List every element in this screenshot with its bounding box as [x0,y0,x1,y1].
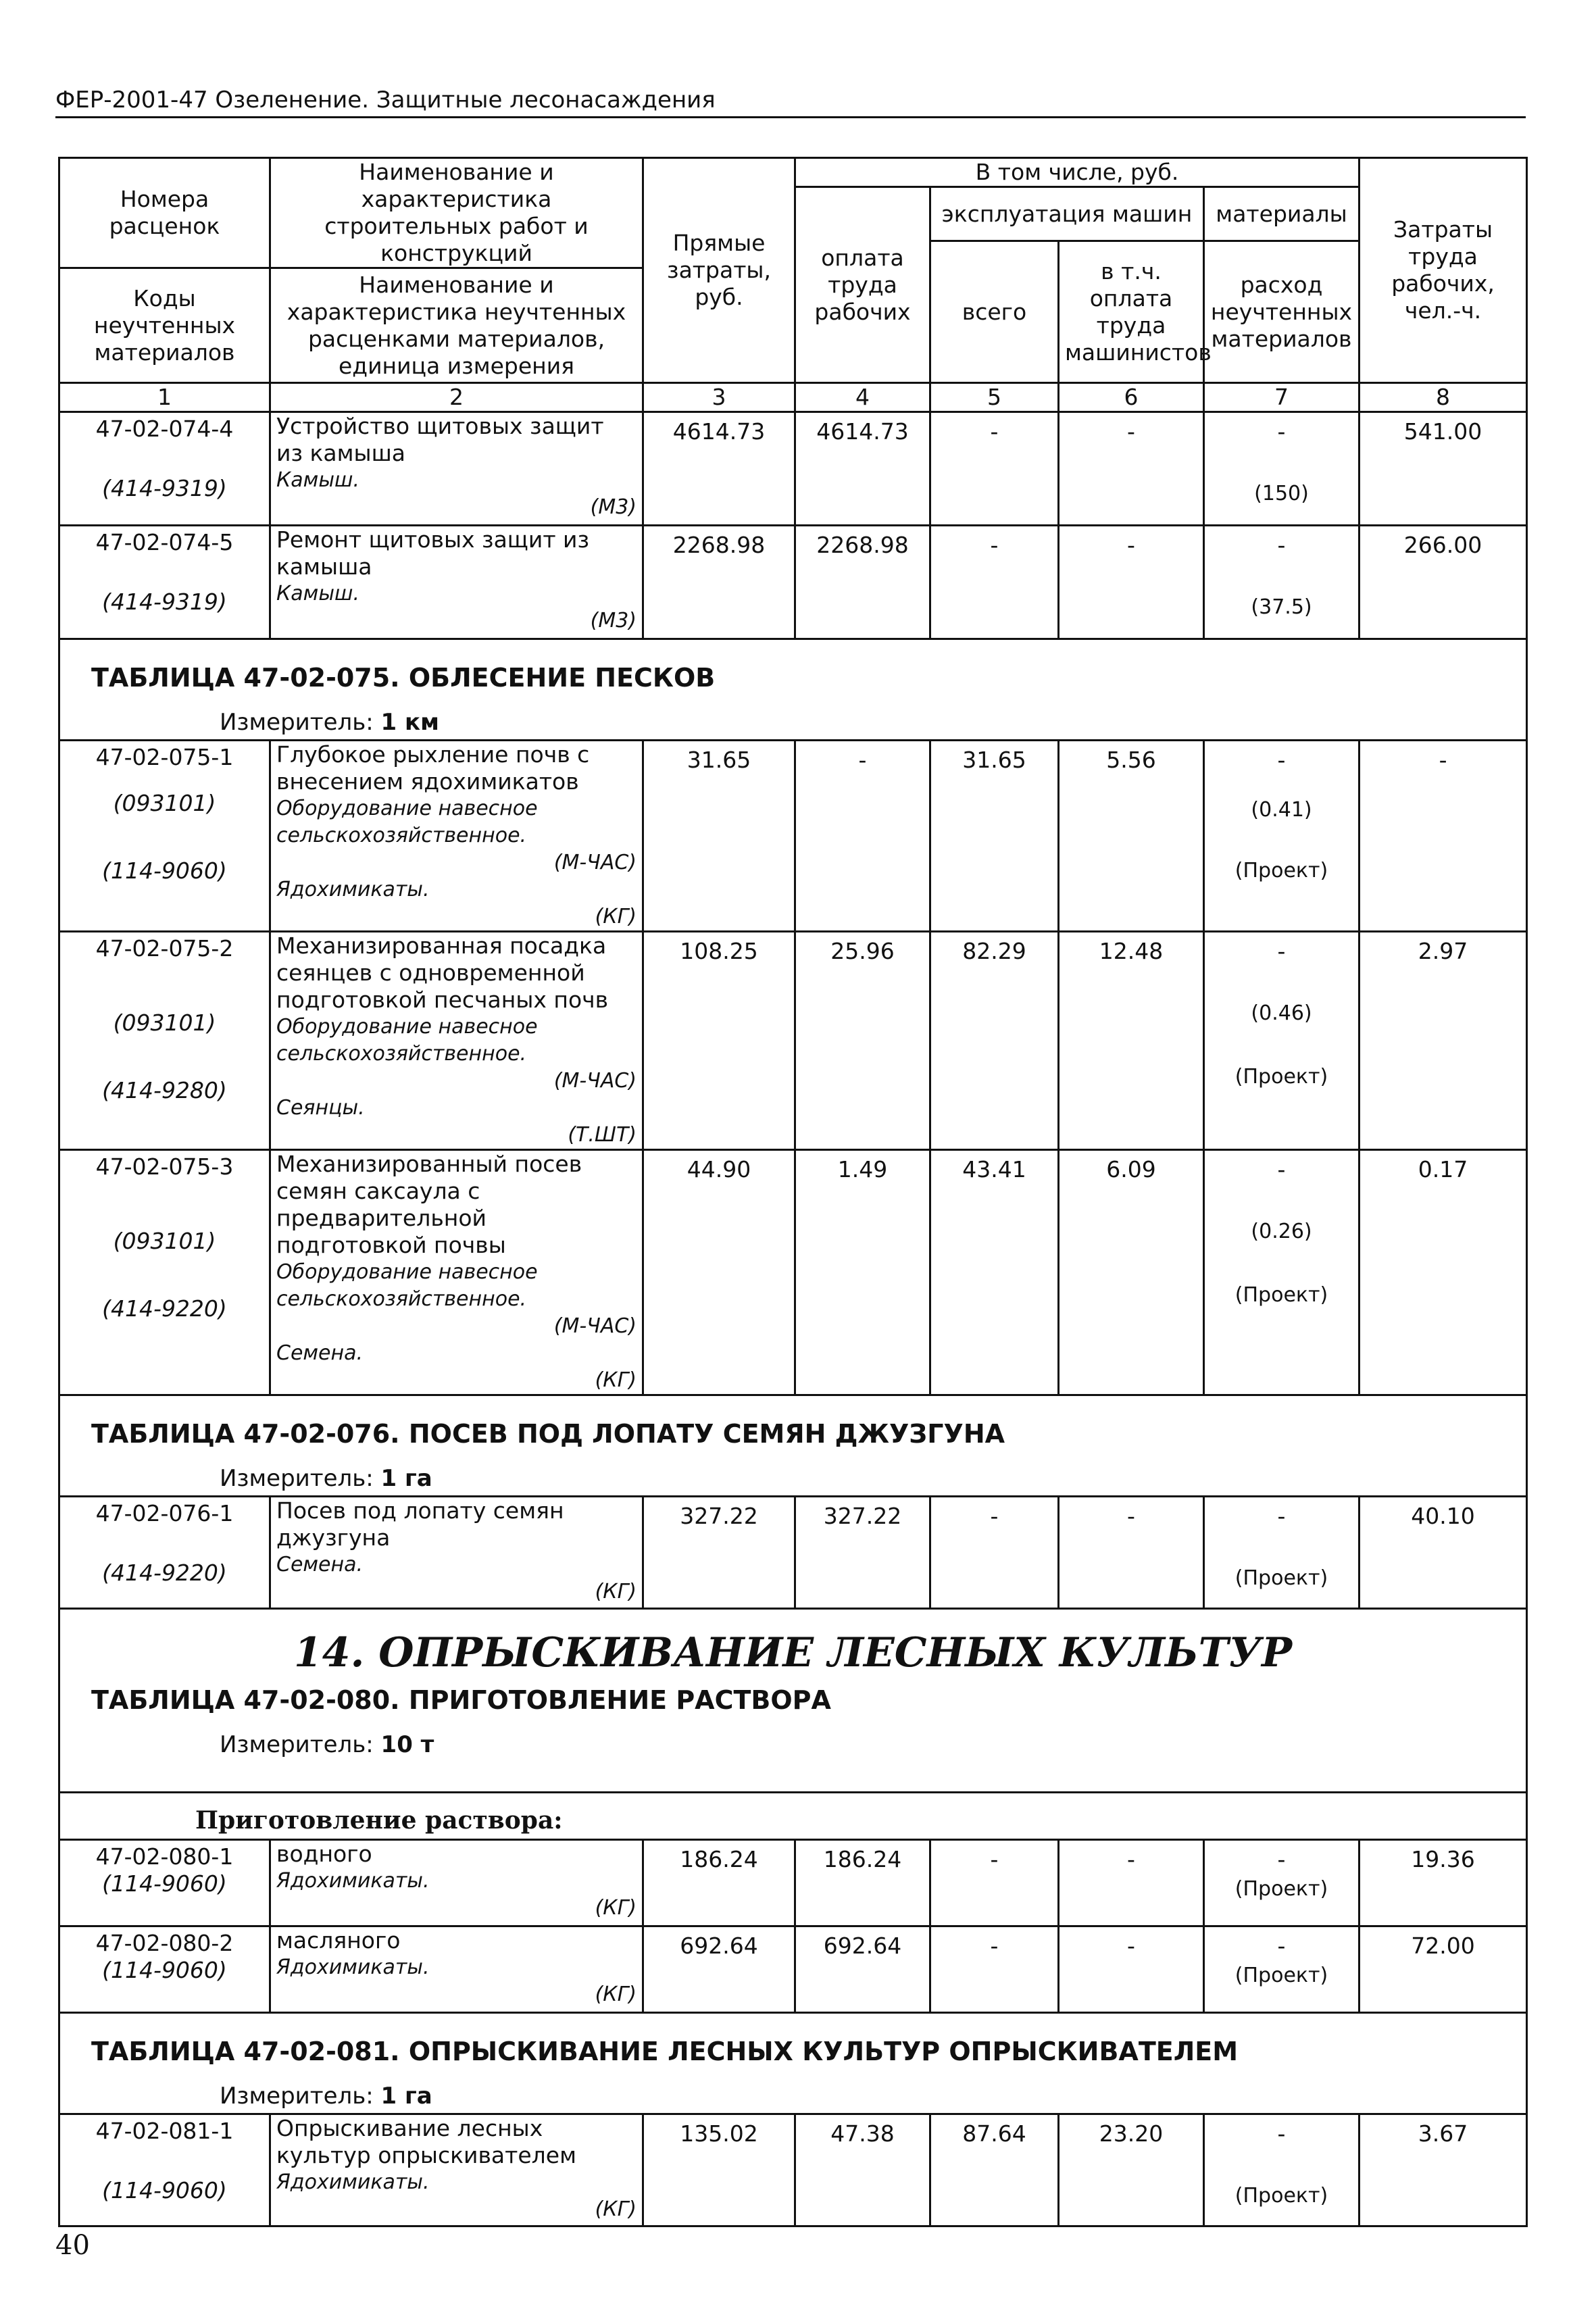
rate-code: 47-02-076-1 [95,1500,234,1526]
material-code: (093101) [113,790,216,816]
material-name: Ядохимикаты. [276,878,430,901]
machines-total: - [930,1926,1059,2013]
machinist-wages: - [1059,1497,1204,1609]
col-head-material-codes: Коды неучтенных материалов [59,268,270,383]
material-unit: (М-ЧАС) [553,851,637,874]
materials: - [1277,747,1286,773]
materials: - [1277,2120,1286,2147]
labor-hours: - [1360,741,1527,932]
table-row [59,932,1527,1150]
material-name: Оборудование навесное сельскохозяйственное. [276,1260,538,1311]
col-number: 3 [643,383,795,412]
materials: - [1277,938,1286,964]
col-head-direct: Прямые затраты, руб. [643,158,795,383]
table-row [59,1840,1527,1926]
work-name: Ремонт щитовых защит из камыша [276,526,590,580]
material-unit: (М-ЧАС) [553,1069,637,1093]
work-name: Глубокое рыхление почв с внесением ядохимикатов [276,741,590,795]
labor-hours: 72.00 [1360,1926,1527,2013]
machinist-wages: 12.48 [1059,932,1204,1150]
work-name: Посев под лопату семян джузгуна [276,1497,564,1551]
material-code: (414-9280) [102,1077,227,1103]
col-number: 8 [1360,383,1527,412]
material-code: (414-9319) [102,589,227,615]
machines-total: 31.65 [930,741,1059,932]
col-head-name: Наименование и характеристика строительных работ и конструкций [270,158,643,268]
direct-cost: 692.64 [643,1926,795,2013]
material-unit: (КГ) [595,1580,637,1603]
table-title: ТАБЛИЦА 47-02-080. ПРИГОТОВЛЕНИЕ РАСТВОРА [91,1685,831,1715]
col-head-material-name: Наименование и характеристика неучтенных расценками материалов, единица измерения [270,268,643,383]
table-title: ТАБЛИЦА 47-02-076. ПОСЕВ ПОД ЛОПАТУ СЕМЯН ДЖУЗГУНА [91,1419,1005,1449]
machinist-wages: - [1059,1840,1204,1926]
measure-unit [60,1719,1526,1758]
col-head-unaccounted: расход неучтенных материалов [1204,241,1360,383]
material-name: Семена. [276,1553,364,1576]
material-unit: (КГ) [595,1983,637,2006]
material-name: Ядохимикаты. [276,1956,430,1979]
work-name: водного [276,1841,372,1867]
table-row [59,1497,1527,1609]
direct-cost: 327.22 [643,1497,795,1609]
col-number: 6 [1059,383,1204,412]
col-head-wages: оплата труда рабочих [795,187,930,383]
material-consumption: (Проект) [1235,1283,1328,1307]
material-name: Камыш. [276,468,359,492]
machines-total: 43.41 [930,1150,1059,1395]
material-code: (093101) [113,1010,216,1036]
material-consumption: (Проект) [1235,1065,1328,1089]
rate-code: 47-02-075-2 [95,935,234,962]
col-head-materials: материалы [1204,187,1360,241]
labor-hours: 0.17 [1360,1150,1527,1395]
wages: 2268.98 [795,526,930,639]
material-unit: (М3) [590,609,637,632]
measure-label: Измеритель: [220,1465,374,1492]
material-code: (414-9319) [102,475,227,501]
col-number: 2 [270,383,643,412]
table-title: ТАБЛИЦА 47-02-081. ОПРЫСКИВАНИЕ ЛЕСНЫХ КУЛЬТУР ОПРЫСКИВАТЕЛЕМ [91,2037,1239,2066]
table-row [59,2114,1527,2226]
material-unit: (М3) [590,495,637,519]
material-consumption: (37.5) [1251,595,1312,619]
direct-cost: 44.90 [643,1150,795,1395]
material-consumption: (0.26) [1251,1220,1312,1243]
materials: - [1277,418,1286,445]
material-consumption: (Проект) [1235,2184,1328,2208]
material-unit: (Т.ШТ) [568,1123,637,1147]
direct-cost: 4614.73 [643,412,795,526]
work-name: Устройство щитовых защит из камыша [276,413,604,466]
machinist-wages: 5.56 [1059,741,1204,932]
machinist-wages: - [1059,526,1204,639]
material-name: Ядохимикаты. [276,2170,430,2194]
machinist-wages: - [1059,1926,1204,2013]
materials: - [1277,532,1286,558]
direct-cost: 135.02 [643,2114,795,2226]
col-number: 4 [795,383,930,412]
wages: 4614.73 [795,412,930,526]
material-consumption: (Проект) [1235,1877,1328,1901]
machines-total: 82.29 [930,932,1059,1150]
material-code: (093101) [113,1228,216,1254]
rate-code: 47-02-074-4 [95,416,234,442]
labor-hours: 19.36 [1360,1840,1527,1926]
rate-code: 47-02-074-5 [95,529,234,555]
material-code: (114-9060) [102,857,227,884]
col-head-mach-wages: в т.ч. оплата труда машинистов [1059,241,1204,383]
materials: - [1277,1156,1286,1183]
col-number: 1 [59,383,270,412]
wages: - [795,741,930,932]
chapter-title: 14. ОПРЫСКИВАНИЕ ЛЕСНЫХ КУЛЬТУР [293,1629,1293,1676]
col-number: 7 [1204,383,1360,412]
wages: 186.24 [795,1840,930,1926]
direct-cost: 31.65 [643,741,795,932]
labor-hours: 40.10 [1360,1497,1527,1609]
material-consumption: (Проект) [1235,1964,1328,1987]
work-name: Механизированная посадка сеянцев с одновременной подготовкой песчаных почв [276,932,609,1013]
material-name: Оборудование навесное сельскохозяйственное. [276,797,538,847]
material-code: (414-9220) [102,1295,227,1322]
page-header: ФЕР-2001-47 Озеленение. Защитные лесонасаждения [55,86,716,114]
table-row [59,1926,1527,2013]
rate-code: 47-02-080-2 [95,1930,234,1956]
machinist-wages: - [1059,412,1204,526]
machines-total: - [930,526,1059,639]
material-consumption: (Проект) [1235,859,1328,882]
wages: 25.96 [795,932,930,1150]
direct-cost: 108.25 [643,932,795,1150]
material-code: (114-9060) [102,2177,227,2204]
material-consumption: (0.46) [1251,1001,1312,1025]
measure-value: 1 га [380,2083,432,2110]
header-rule [55,116,1526,118]
measure-label: Измеритель: [220,2083,374,2110]
rate-code: 47-02-075-1 [95,744,234,770]
material-consumption: (150) [1254,482,1309,505]
labor-hours: 541.00 [1360,412,1527,526]
wages: 327.22 [795,1497,930,1609]
machinist-wages: 23.20 [1059,2114,1204,2226]
direct-cost: 2268.98 [643,526,795,639]
machines-total: - [930,1840,1059,1926]
table-row [59,412,1527,526]
wages: 1.49 [795,1150,930,1395]
material-unit: (КГ) [595,905,637,928]
labor-hours: 3.67 [1360,2114,1527,2226]
subheading: Приготовление раствора: [195,1806,563,1835]
material-name: Оборудование навесное сельскохозяйственное. [276,1015,538,1066]
materials: - [1277,1933,1286,1959]
measure-value: 1 км [380,709,439,736]
measure-value: 10 т [380,1731,434,1758]
wages: 47.38 [795,2114,930,2226]
measure-unit [60,2070,1526,2110]
labor-hours: 2.97 [1360,932,1527,1150]
machines-total: - [930,1497,1059,1609]
machinist-wages: 6.09 [1059,1150,1204,1395]
material-name: Камыш. [276,582,359,605]
rate-code: 47-02-080-1 [95,1843,234,1870]
work-name: Опрыскивание лесных культур опрыскивателем [276,2115,576,2168]
material-code: (114-9060) [102,1957,227,1983]
materials: - [1277,1846,1286,1872]
col-head-labor: Затраты труда рабочих, чел.-ч. [1360,158,1527,383]
rates-table [58,157,1528,2227]
table-row [59,741,1527,932]
rate-code: 47-02-075-3 [95,1153,234,1180]
table-row [59,1150,1527,1395]
rate-code: 47-02-081-1 [95,2118,234,2144]
material-unit: (КГ) [595,2197,637,2221]
material-consumption: (Проект) [1235,1566,1328,1590]
material-code: (414-9220) [102,1560,227,1586]
col-head-mach-total: всего [930,241,1059,383]
labor-hours: 266.00 [1360,526,1527,639]
material-name: Ядохимикаты. [276,1869,430,1893]
materials: - [1277,1503,1286,1529]
wages: 692.64 [795,1926,930,2013]
machines-total: 87.64 [930,2114,1059,2226]
measure-unit [60,697,1526,736]
material-code: (114-9060) [102,1870,227,1897]
table-row [59,526,1527,639]
material-unit: (КГ) [595,1368,637,1392]
material-name: Сеянцы. [276,1096,365,1120]
page-number: 40 [55,2230,90,2261]
col-head-group: В том числе, руб. [795,158,1360,187]
work-name: масляного [276,1927,401,1953]
measure-label: Измеритель: [220,709,374,736]
direct-cost: 186.24 [643,1840,795,1926]
material-unit: (М-ЧАС) [553,1314,637,1338]
machines-total: - [930,412,1059,526]
measure-unit [60,1453,1526,1492]
material-consumption: (0.41) [1251,798,1312,822]
material-unit: (КГ) [595,1896,637,1920]
col-number: 5 [930,383,1059,412]
col-head-machines: эксплуатация машин [930,187,1204,241]
material-name: Семена. [276,1341,364,1365]
measure-label: Измеритель: [220,1731,374,1758]
measure-value: 1 га [380,1465,432,1492]
col-head-codes: Номера расценок [59,158,270,268]
work-name: Механизированный посев семян саксаула с предварительной подготовкой почвы [276,1151,582,1258]
table-title: ТАБЛИЦА 47-02-075. ОБЛЕСЕНИЕ ПЕСКОВ [91,663,716,693]
